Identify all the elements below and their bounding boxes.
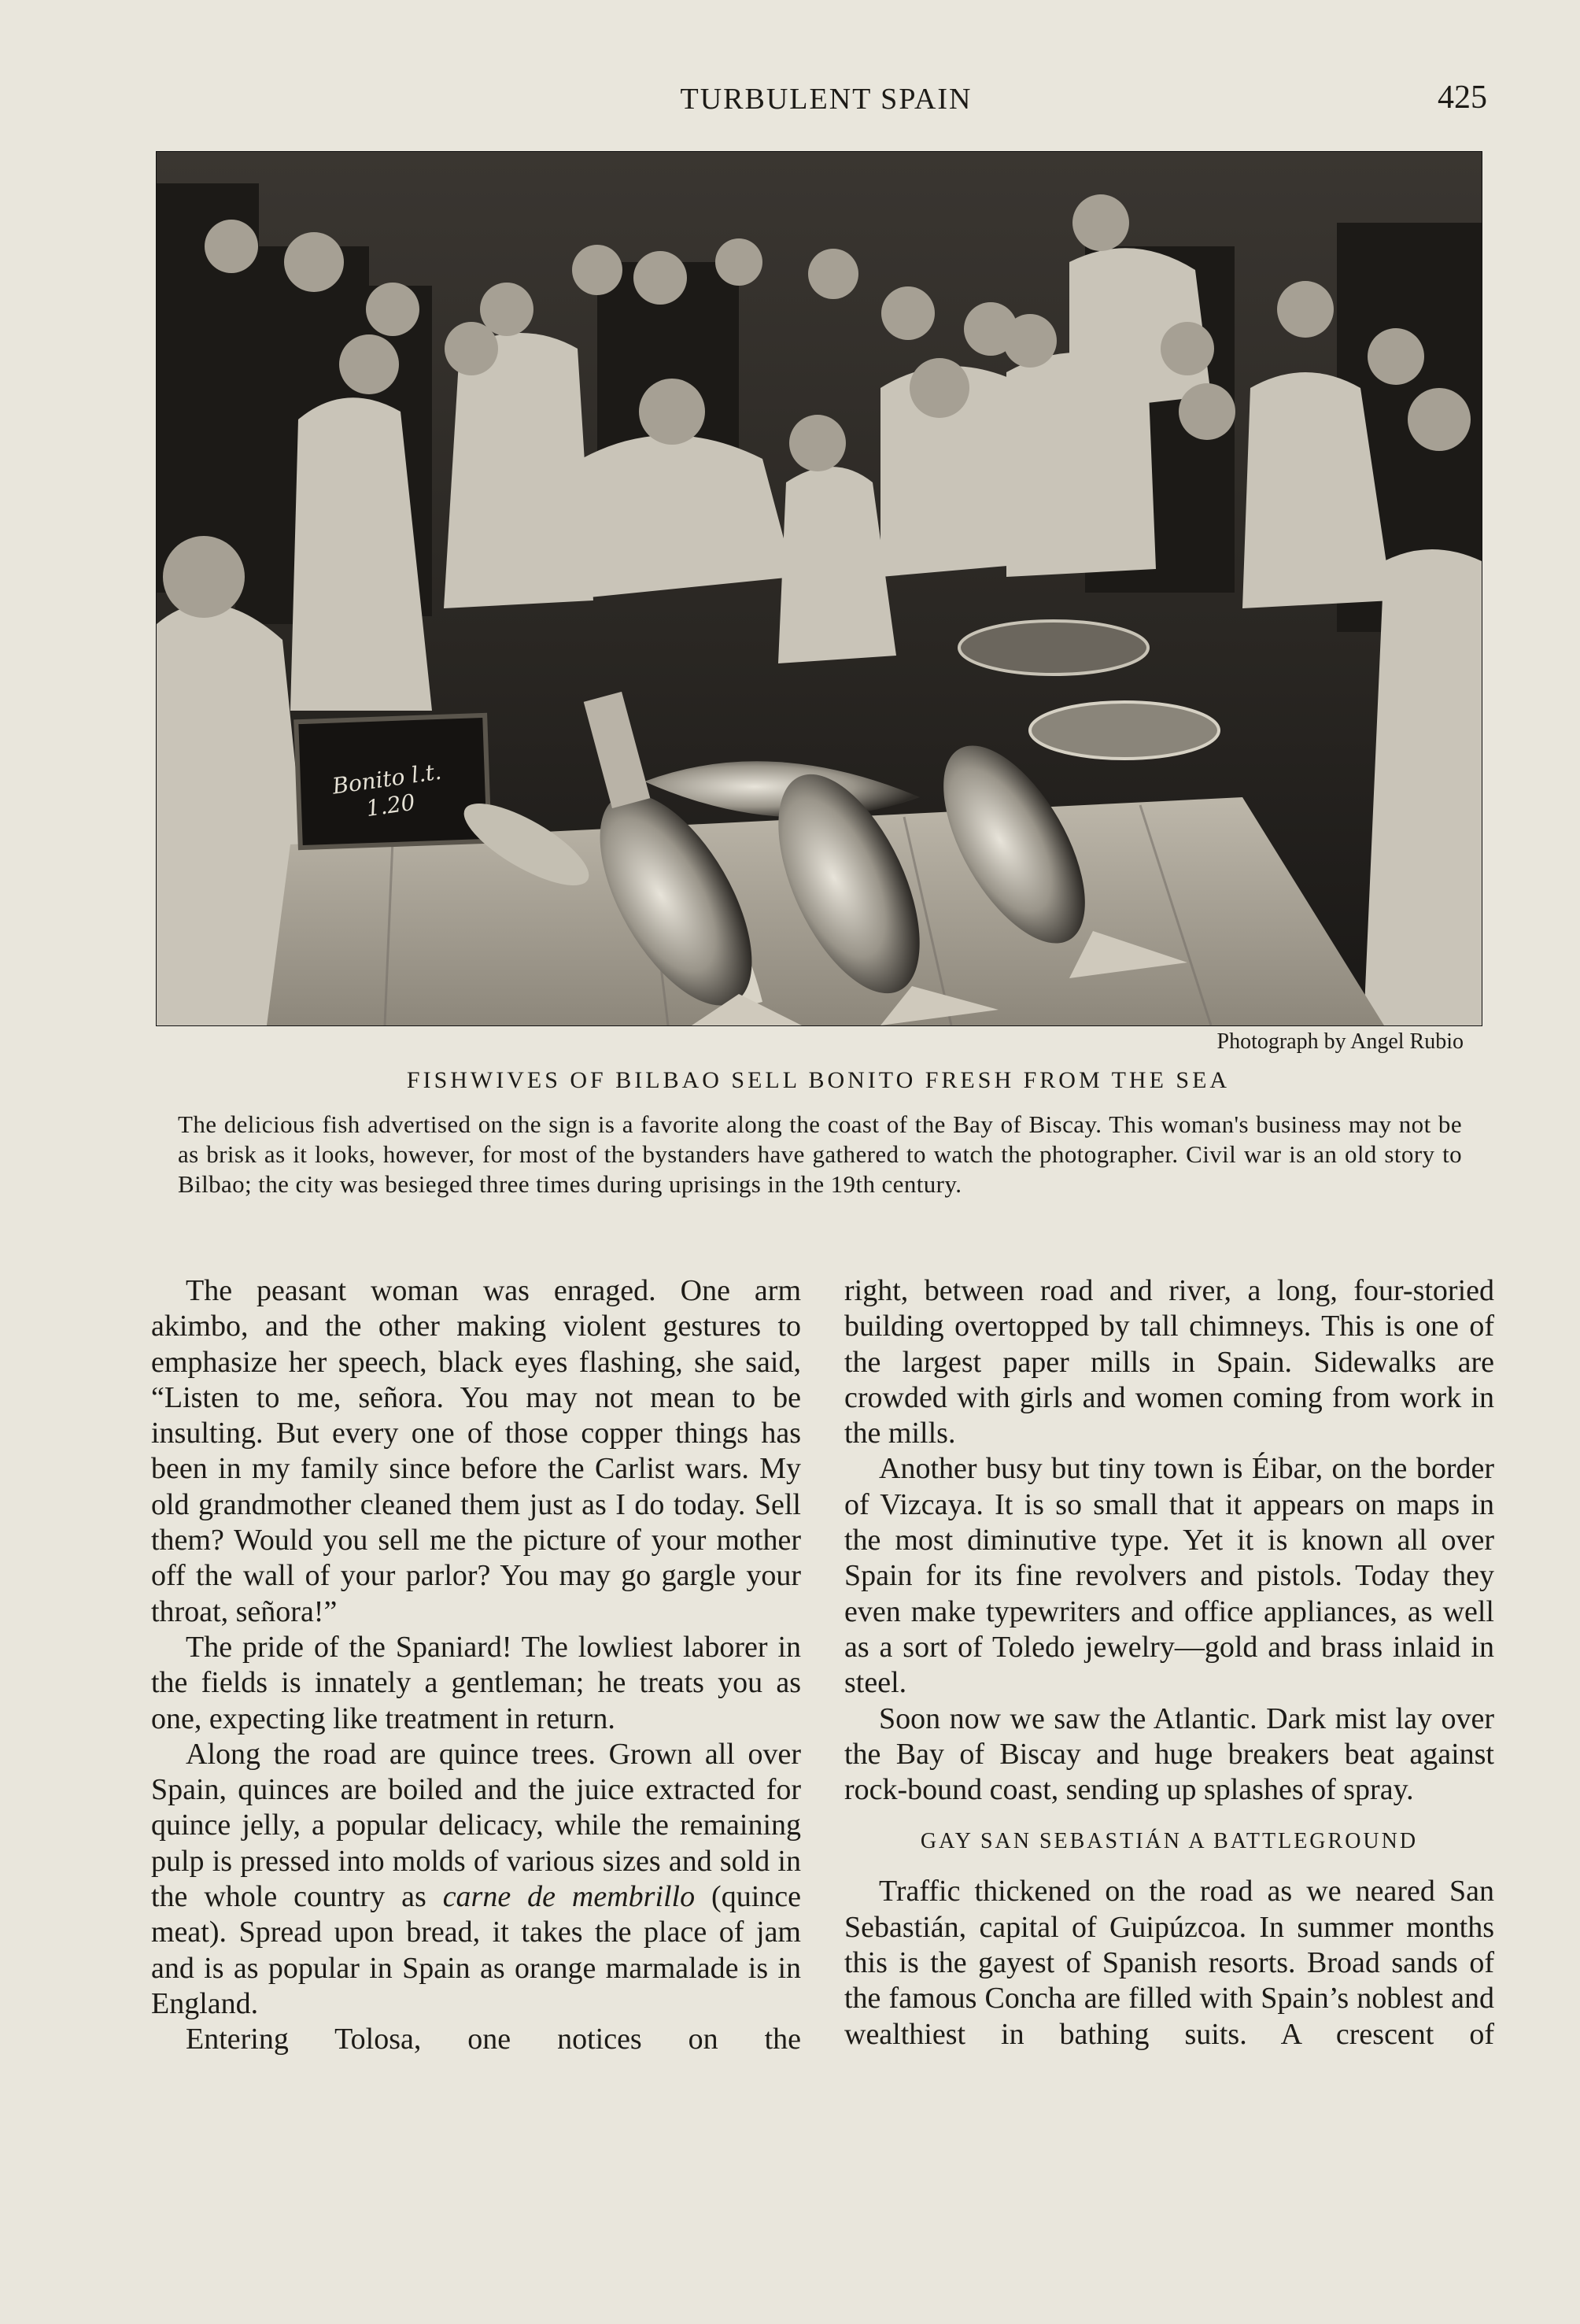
paragraph: Another busy but tiny town is Éibar, on the border of Vizcaya. It is so small that it appears on maps in the most diminutive type. Yet it is known all over Spain for its fine revolvers and pistols. Today they even make typewriters and office appliances, as well as a sort of Toledo jewelry—gold and brass inlaid in steel. <box>844 1452 1494 1700</box>
left-column <box>151 1273 801 2058</box>
text-run: Along the road are quince trees. Grown all over Spain, quinces are boiled and the juice extracted for quince jelly, a popular delicacy, while the remaining pulp is pressed into molds of various sizes and sold in the whole country as <box>151 1737 801 1914</box>
bonito-sign-lettering: Bonito l.t. 1.20 <box>330 758 443 822</box>
caption-title: FISHWIVES OF BILBAO SELL BONITO FRESH FROM THE SEA <box>406 1067 1231 1093</box>
italic-term: carne de membrillo <box>442 1880 696 1914</box>
photo-credit: Photograph by Angel Rubio <box>1216 1029 1464 1054</box>
paragraph: right, between road and river, a long, four-storied building overtopped by tall chimneys. This is one of the largest paper mills in Spain. Sidewalks are crowded with girls and women coming from work in the mills. <box>844 1274 1494 1450</box>
right-column <box>844 1273 1494 2052</box>
paragraph: The peasant woman was enraged. One arm akimbo, and the other making violent gestures to emphasize her speech, black eyes flashing, she said, “Listen to me, señora. You may not mean to be insulting. But every one of those copper things has been in my family since before the Carlist wars. My old grandmother cleaned them just as I do today. Sell them? Would you sell me the picture of your mother off the wall of your parlor? You may go gargle your throat, señora!” <box>151 1274 801 1628</box>
paragraph: Traffic thickened on the road as we neared San Sebastián, capital of Guipúzcoa. In summer months this is the gayest of Spanish resorts. Broad sands of the famous Concha are filled with Spain’s noblest and wealthiest in bathing suits. A crescent of <box>844 1875 1494 2051</box>
page-number: 425 <box>1438 79 1487 116</box>
paragraph: Soon now we saw the Atlantic. Dark mist lay over the Bay of Biscay and huge breakers beat against rock-bound coast, sending up splashes of spray. <box>844 1701 1494 1807</box>
fishwives-photograph <box>156 151 1482 1026</box>
paragraph <box>151 1737 801 2022</box>
section-heading: GAY SAN SEBASTIÁN A BATTLEGROUND <box>920 1829 1419 1854</box>
paragraph: The pride of the Spaniard! The lowliest laborer in the fields is innately a gentleman; he treats you as one, expecting like treatment in return. <box>151 1630 801 1735</box>
running-title: TURBULENT SPAIN <box>680 83 973 116</box>
paragraph: Entering Tolosa, one notices on the <box>186 2023 801 2056</box>
text-run: (quince meat). Spread upon bread, it takes the place of jam and is as popular in Spain as orange marmalade is in England. <box>151 1880 801 2020</box>
photograph-illustration <box>157 152 1482 1025</box>
caption-body: The delicious fish advertised on the sign is a favorite along the coast of the Bay of Biscay. This woman's business may not be as brisk as it looks, however, for most of the bystanders have gathered to watch the photographer. Civil war is an old story to Bilbao; the city was besieged three times during uprisings in the 19th century. <box>178 1110 1462 1198</box>
